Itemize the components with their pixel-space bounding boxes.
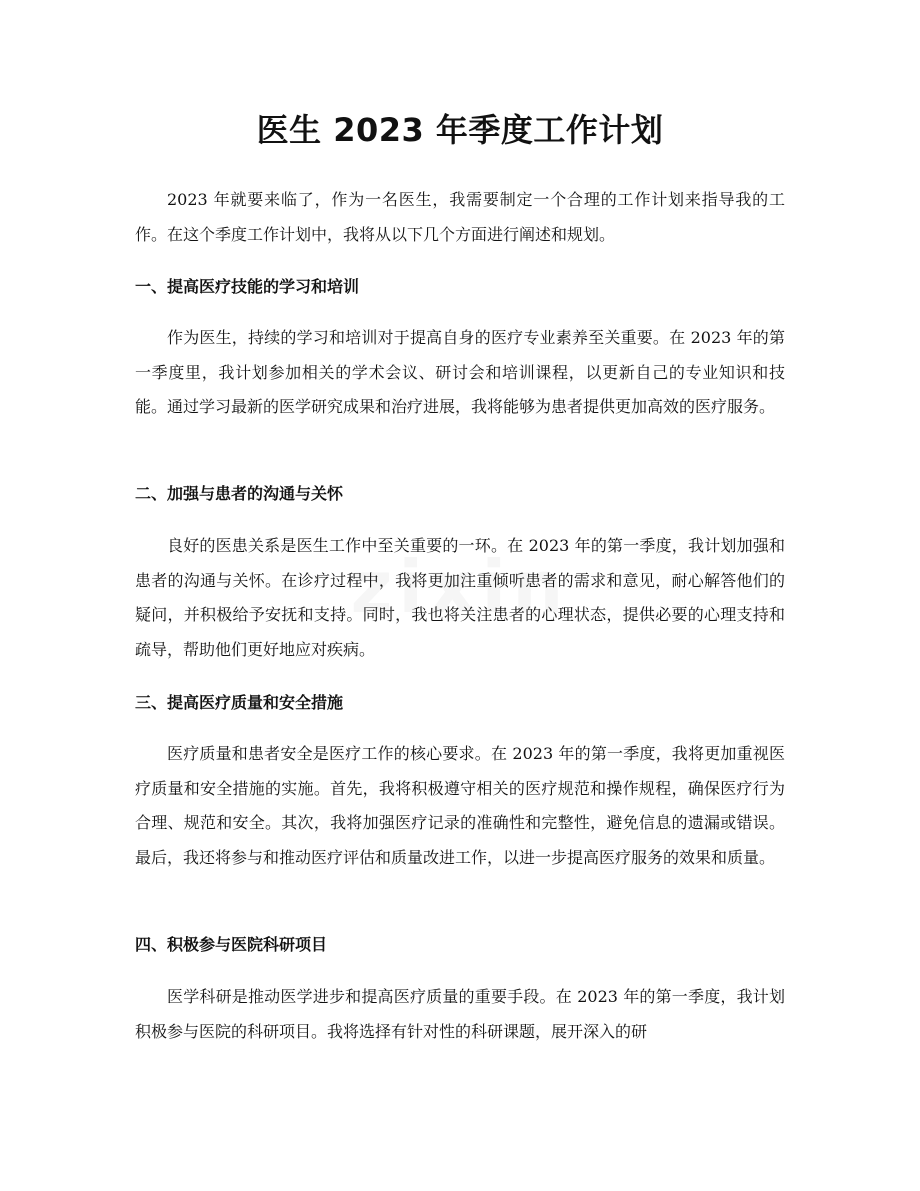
- intro-paragraph: 2023 年就要来临了，作为一名医生，我需要制定一个合理的工作计划来指导我的工作。在这个季度工作计划中，我将从以下几个方面进行阐述和规划。: [135, 190, 785, 244]
- section-heading-4: 四、积极参与医院科研项目: [135, 935, 328, 954]
- section-heading-2: 二、加强与患者的沟通与关怀: [135, 484, 344, 503]
- section-body-3: 医疗质量和患者安全是医疗工作的核心要求。在 2023 年的第一季度，我将更加重视医疗质量和安全措施的实施。首先，我将积极遵守相关的医疗规范和操作规程，确保医疗行为合理、规范和安全。其次，我将加强医疗记录的准确性和完整性，避免信息的遗漏或错误。最后，我还将参与和推动医疗评估和质量改进工作，以进一步提高医疗服务的效果和质量。: [135, 744, 785, 867]
- section-heading-3: 三、提高医疗质量和安全措施: [135, 693, 344, 712]
- page-title: 医生 2023 年季度工作计划: [256, 111, 664, 149]
- section-heading-1: 一、提高医疗技能的学习和培训: [135, 277, 360, 296]
- section-body-1: 作为医生，持续的学习和培训对于提高自身的医疗专业素养至关重要。在 2023 年的第一季度里，我计划参加相关的学术会议、研讨会和培训课程，以更新自己的专业知识和技能。通过学习最新的医学研究成果和治疗进展，我将能够为患者提供更加高效的医疗服务。: [135, 328, 785, 416]
- section-body-2: 良好的医患关系是医生工作中至关重要的一环。在 2023 年的第一季度，我计划加强和患者的沟通与关怀。在诊疗过程中，我将更加注重倾听患者的需求和意见，耐心解答他们的疑问，并积极给予安抚和支持。同时，我也将关注患者的心理状态，提供必要的心理支持和疏导，帮助他们更好地应对疾病。: [135, 536, 785, 659]
- section-body-4: 医学科研是推动医学进步和提高医疗质量的重要手段。在 2023 年的第一季度，我计划积极参与医院的科研项目。我将选择有针对性的科研课题，展开深入的研: [135, 987, 785, 1041]
